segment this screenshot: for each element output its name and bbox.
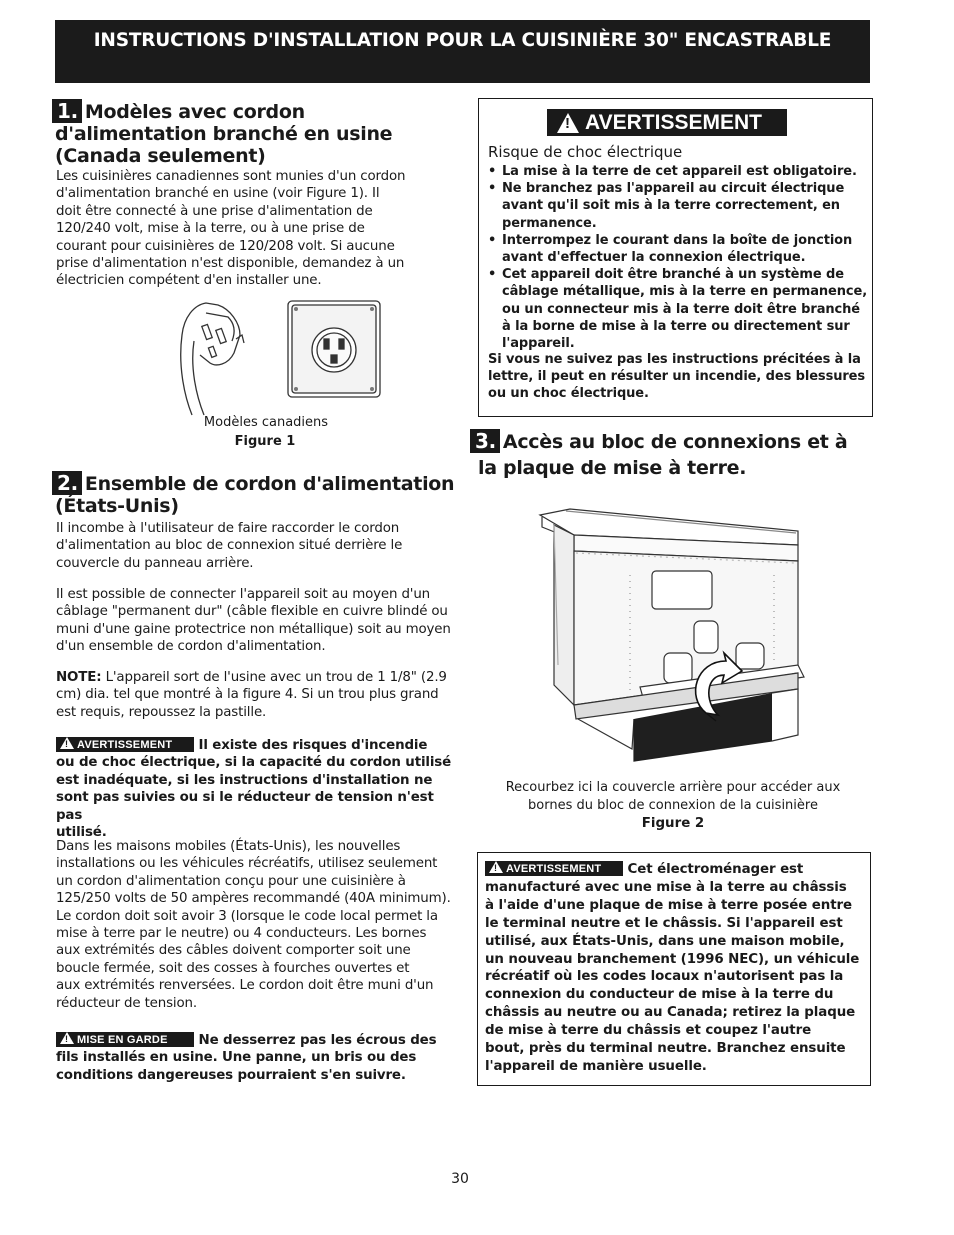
wall-outlet-icon [288, 301, 380, 397]
warning-text-line: l'appareil de manière usuelle. [485, 1058, 707, 1074]
warning-text-line: sont pas suivies ou si le réducteur de tension n'est pas [56, 790, 434, 823]
body-line: électricien compétent d'en installer une. [56, 273, 322, 289]
section-1-title-line: (Canada seulement) [55, 145, 266, 167]
warning-triangle-icon: ! [60, 1032, 74, 1044]
warning-text-line: utilisé. [56, 825, 107, 841]
warning-text-line: de mise à terre du châssis et coupez l'autre [485, 1023, 812, 1039]
body-line: d'un ensemble de cordon d'alimentation. [56, 639, 326, 655]
body-line: cm) dia. tel que montré à la figure 4. Si un trou plus grand [56, 687, 439, 703]
warning-text-line: manufacturé avec une mise à la terre au châssis [485, 879, 847, 895]
section-3-title-line: Accès au bloc de connexions et à [502, 431, 848, 453]
warning-text-line: à l'aide d'une plaque de mise à terre posée entre [485, 897, 853, 913]
body-line: Il incombe à l'utilisateur de faire raccorder le cordon [56, 521, 400, 536]
grounding-warning-text [485, 861, 870, 1076]
section-2-title-line: (États-Unis) [55, 495, 179, 517]
warning-text-line: le terminal neutre et le châssis. Si l'appareil est [485, 915, 843, 931]
warning-text-line: récréatif où les codes locaux n'autorisent pas la [485, 969, 844, 985]
warning-bullet-list [488, 163, 868, 352]
section-3-heading [470, 429, 880, 479]
body-line: d'alimentation branché en usine (voir Figure 1). Il [56, 186, 380, 202]
warning-triangle-icon: ! [557, 113, 579, 133]
section-2-para-3 [56, 838, 456, 1012]
body-line: installations ou les véhicules récréatifs, utilisez seulement [56, 856, 438, 872]
section-2-number: 2. [52, 471, 82, 495]
body-line: 125/250 volts de 50 ampères recommandé (40A minimum). [56, 891, 451, 907]
body-line: 120/240 volt, mise à la terre, ou à une prise de [56, 221, 365, 237]
figure-2-label: Figure 2 [641, 816, 705, 831]
warning-bullet: • Cet appareil doit être branché à un système de câblage métallique, mis à la terre en permanence, ou un connecteur mis à la terre doit être branché à la borne de mise à la terre ou directement sur l'appareil. [488, 266, 868, 352]
caution-text-line: Ne desserrez pas les écrous des [194, 1033, 437, 1048]
section-1-number: 1. [52, 99, 82, 123]
section-2-note [56, 669, 456, 721]
warning-text-line: utilisé, aux États-Unis, dans une maison mobile, [485, 933, 845, 949]
warning-bullet: • Interrompez le courant dans la boîte de jonction avant d'effectuer la connexion électrique. [488, 232, 868, 266]
section-2-para-2 [56, 586, 456, 656]
warning-text-line: Il existe des risques d'incendie [194, 738, 428, 753]
section-2-heading [52, 471, 462, 517]
warning-badge: ! AVERTISSEMENT [485, 861, 623, 876]
warning-text-line: Cet électroménager est [623, 862, 804, 877]
section-3-number: 3. [470, 429, 500, 453]
section-1-body [56, 168, 456, 290]
body-line: Il est possible de connecter l'appareil soit au moyen d'un [56, 587, 431, 602]
body-line: prise d'alimentation n'est disponible, demandez à un [56, 256, 405, 272]
body-line: est requis, repoussez la pastille. [56, 704, 267, 720]
body-line: Le cordon doit soit avoir 3 (lorsque le code local permet la [56, 908, 438, 924]
warning-text-line: châssis au neutre ou au Canada; retirez la plaque [485, 1005, 856, 1021]
electric-shock-warning-box [478, 98, 873, 417]
note-label: NOTE: [56, 670, 102, 685]
figure-2-caption [478, 779, 868, 815]
figure-1-illustration [170, 295, 390, 420]
body-line: câblage "permanent dur" (câble flexible en cuivre blindé ou [56, 604, 448, 620]
warning-triangle-icon: ! [60, 737, 74, 749]
body-line: aux extrémités renversées. Le cordon doit être muni d'un [56, 978, 434, 994]
body-line: aux extrémités des câbles doivent comporter soit une [56, 943, 411, 959]
section-3-title-line: la plaque de mise à terre. [478, 457, 747, 479]
grounding-warning-box [477, 852, 871, 1086]
figure-1-caption: Modèles canadiens [203, 415, 329, 430]
warning-text-line: un nouveau branchement (1996 NEC), un véhicule [485, 951, 860, 967]
warning-triangle-icon: ! [489, 861, 503, 873]
warning-box-heading: Risque de choc électrique [488, 143, 683, 161]
body-line: courant pour cuisinières de 120/208 volt. Si aucune [56, 238, 395, 254]
body-line: mise à terre par le neutre) ou 4 conducteurs. Les bornes [56, 926, 427, 942]
warning-text-line: bout, près du terminal neutre. Branchez ensuite [485, 1041, 846, 1057]
section-2-para-1 [56, 520, 456, 572]
figure-1-label: Figure 1 [234, 434, 296, 449]
body-line: réducteur de tension. [56, 995, 197, 1011]
caution-text-line: conditions dangereuses pourraient s'en suivre. [56, 1067, 406, 1083]
warning-bullet: • La mise à la terre de cet appareil est obligatoire. [488, 163, 868, 180]
page-header [55, 20, 870, 83]
page-number: 30 [451, 1171, 469, 1187]
body-line: Les cuisinières canadiennes sont munies d'un cordon [56, 169, 406, 184]
section-1-title-line: d'alimentation branché en usine [55, 123, 393, 145]
warning-text-line: ou de choc électrique, si la capacité du cordon utilisé [56, 755, 452, 771]
section-2-warning [56, 737, 456, 841]
caution-text-line: fils installés en usine. Une panne, un bris ou des [56, 1050, 417, 1066]
warning-text-line: connexion du conducteur de mise à la terre du [485, 987, 834, 1003]
caution-badge: ! MISE EN GARDE [56, 1032, 194, 1047]
caption-line: bornes du bloc de connexion de la cuisinière [528, 798, 818, 813]
caption-line: Recourbez ici la couvercle arrière pour accéder aux [505, 780, 841, 795]
body-line: couvercle du panneau arrière. [56, 555, 254, 571]
warning-box-footer: Si vous ne suivez pas les instructions précitées à la lettre, il peut en résulter un incendie, des blessures ou un choc électrique. [488, 352, 866, 402]
figure-2-illustration [536, 505, 811, 770]
warning-badge-large: ! AVERTISSEMENT [547, 109, 787, 136]
range-rear-view-icon [540, 509, 804, 761]
body-line: Dans les maisons mobiles (États-Unis), les nouvelles [56, 839, 401, 854]
section-2-title-line: Ensemble de cordon d'alimentation [84, 473, 455, 495]
section-1-heading [52, 99, 452, 167]
warning-bullet: • Ne branchez pas l'appareil au circuit électrique avant qu'il soit mis à la terre correctement, en permanence. [488, 180, 868, 232]
body-line: muni d'une gaine protectrice non métallique) soit au moyen [56, 621, 451, 637]
section-2-caution [56, 1032, 456, 1084]
body-line: boucle fermée, soit des cosses à fourches ouvertes et [56, 960, 410, 976]
body-line: doit être connecté à une prise d'alimentation de [56, 203, 373, 219]
body-line: L'appareil sort de l'usine avec un trou de 1 1/8" (2.9 [101, 670, 447, 685]
body-line: un cordon d'alimentation conçu pour une cuisinière à [56, 873, 406, 889]
section-1-title-line: Modèles avec cordon [84, 101, 305, 123]
warning-text-line: est inadéquate, si les instructions d'installation ne [56, 772, 433, 788]
page-title: INSTRUCTIONS D'INSTALLATION POUR LA CUISINIÈRE 30" ENCASTRABLE [93, 30, 832, 51]
power-cord-plug-icon [181, 303, 244, 415]
warning-badge: ! AVERTISSEMENT [56, 737, 194, 752]
body-line: d'alimentation au bloc de connexion situé derrière le [56, 538, 403, 554]
